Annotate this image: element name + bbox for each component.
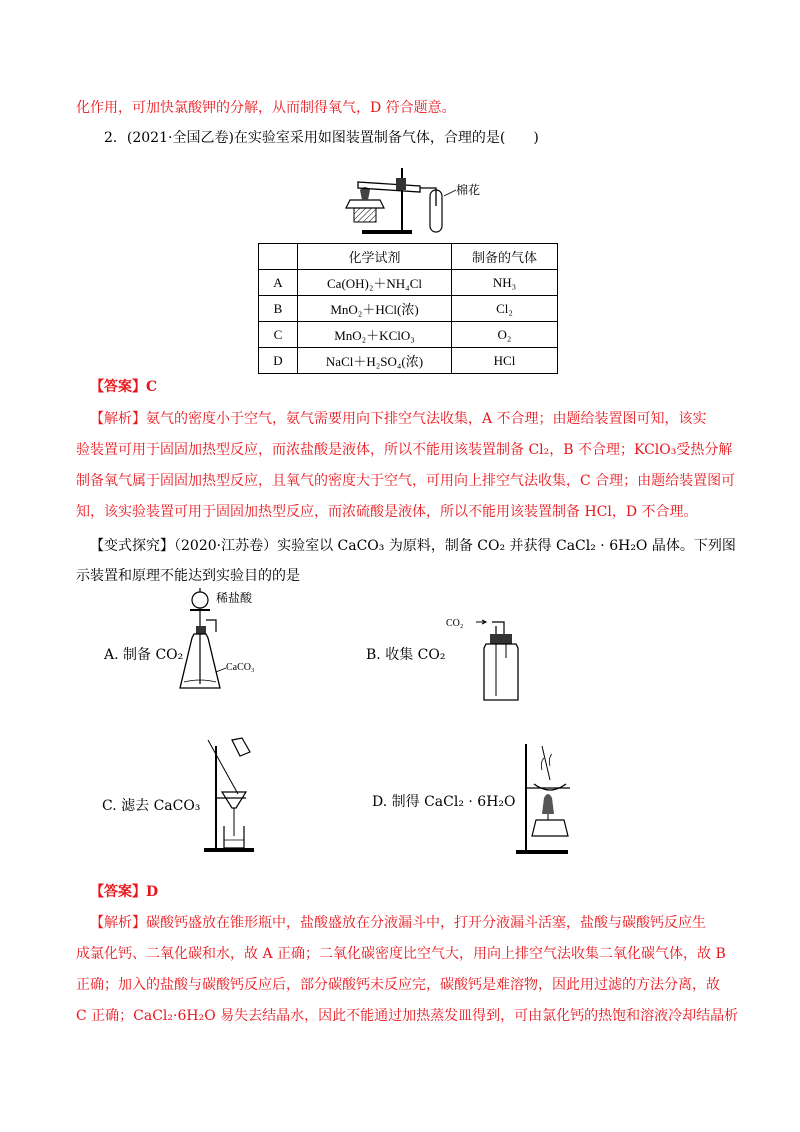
answer-label: 【答案】 — [90, 379, 146, 395]
variant-stem-line: 【变式探究】（2020·江苏卷）实验室以 CaCO₃ 为原料，制备 CO₂ 并获得 CaCl₂ · 6H₂O 晶体。下列图 — [90, 538, 736, 554]
co2-label: CO₂ — [446, 618, 464, 629]
q2-analysis-line: 制备氧气属于固固加热型反应，且氧气的密度大于空气，可用向上排空气法收集，C 合理；由题给装置图可 — [76, 473, 736, 489]
option-d-label: D. 制得 CaCl₂ · 6H₂O — [372, 794, 516, 810]
variant-stem-line: 示装置和原理不能达到实验目的的是 — [76, 568, 300, 584]
option-c-label: C. 滤去 CaCO₃ — [102, 798, 201, 814]
table-row — [259, 296, 558, 322]
table-row — [259, 322, 558, 348]
table-header-cell — [259, 244, 298, 270]
heating-apparatus-figure — [340, 160, 480, 240]
intro-line: 化作用，可加快氯酸钾的分解，从而制得氧气，D 符合题意。 — [76, 100, 456, 116]
gas-bottle-figure — [446, 614, 536, 704]
option-a-label: A. 制备 CO₂ — [104, 647, 184, 663]
variant-analysis-line: 正确；加入的盐酸与碳酸钙反应后，部分碳酸钙未反应完，碳酸钙是难溶物，因此用过滤的方法分离，故 — [76, 977, 720, 993]
q2-analysis-line: 知，该实验装置可用于固固加热型反应，而浓硫酸是液体，所以不能用该装置制备 HCl，D 不合理。 — [76, 504, 698, 520]
table-cell: NH₃ — [452, 270, 558, 296]
variant-analysis-line: 成氯化钙、二氧化碳和水，故 A 正确；二氧化碳密度比空气大，用向上排空气法收集二氧化碳气体，故 B — [76, 946, 726, 962]
q2-analysis-line: 【解析】氨气的密度小于空气，氨气需要用向下排空气法收集，A 不合理；由题给装置图可知，该实 — [90, 411, 707, 427]
table-header-cell: 制备的气体 — [452, 244, 558, 270]
table-header-row — [259, 244, 558, 270]
option-b-label: B. 收集 CO₂ — [366, 647, 446, 663]
q2-answer — [90, 377, 157, 397]
table-row — [259, 348, 558, 374]
filtration-figure — [200, 736, 270, 858]
table-cell: B — [259, 296, 298, 322]
variant-analysis-line: 【解析】碳酸钙盛放在锥形瓶中，盐酸盛放在分液漏斗中，打开分液漏斗活塞，盐酸与碳酸钙反应生 — [90, 915, 706, 931]
table-cell: MnO₂＋HCl(浓) — [298, 296, 452, 322]
dilute-hcl-label: 稀盐酸 — [216, 591, 253, 605]
answer-value: C — [146, 379, 158, 395]
table-cell: MnO₂＋KClO₃ — [298, 322, 452, 348]
table-row — [259, 270, 558, 296]
answer-label: 【答案】 — [90, 884, 146, 900]
table-cell: Cl₂ — [452, 296, 558, 322]
table-cell: O₂ — [452, 322, 558, 348]
answer-value: D — [146, 884, 159, 900]
reagent-table — [258, 243, 558, 374]
table-cell: D — [259, 348, 298, 374]
table-cell: Ca(OH)₂＋NH₄Cl — [298, 270, 452, 296]
cotton-label: 棉花 — [456, 183, 481, 197]
q2-analysis-line: 验装置可用于固固加热型反应，而浓盐酸是液体，所以不能用该装置制备 Cl₂，B 不合理；KClO₃受热分解 — [76, 442, 733, 458]
evaporation-figure — [514, 738, 584, 858]
table-cell: A — [259, 270, 298, 296]
table-cell: NaCl＋H₂SO₄(浓) — [298, 348, 452, 374]
table-header-cell: 化学试剂 — [298, 244, 452, 270]
question-2-stem: 2．(2021·全国乙卷)在实验室采用如图装置制备气体，合理的是( ) — [104, 130, 539, 146]
flask-with-funnel-figure — [176, 588, 276, 703]
table-cell: C — [259, 322, 298, 348]
variant-analysis-line: C 正确；CaCl₂·6H₂O 易失去结晶水，因此不能通过加热蒸发皿得到，可由氯化钙的热饱和溶液冷却结晶析 — [76, 1008, 739, 1024]
variant-answer — [90, 882, 158, 902]
caco3-label: CaCO₃ — [226, 662, 255, 673]
table-cell: HCl — [452, 348, 558, 374]
